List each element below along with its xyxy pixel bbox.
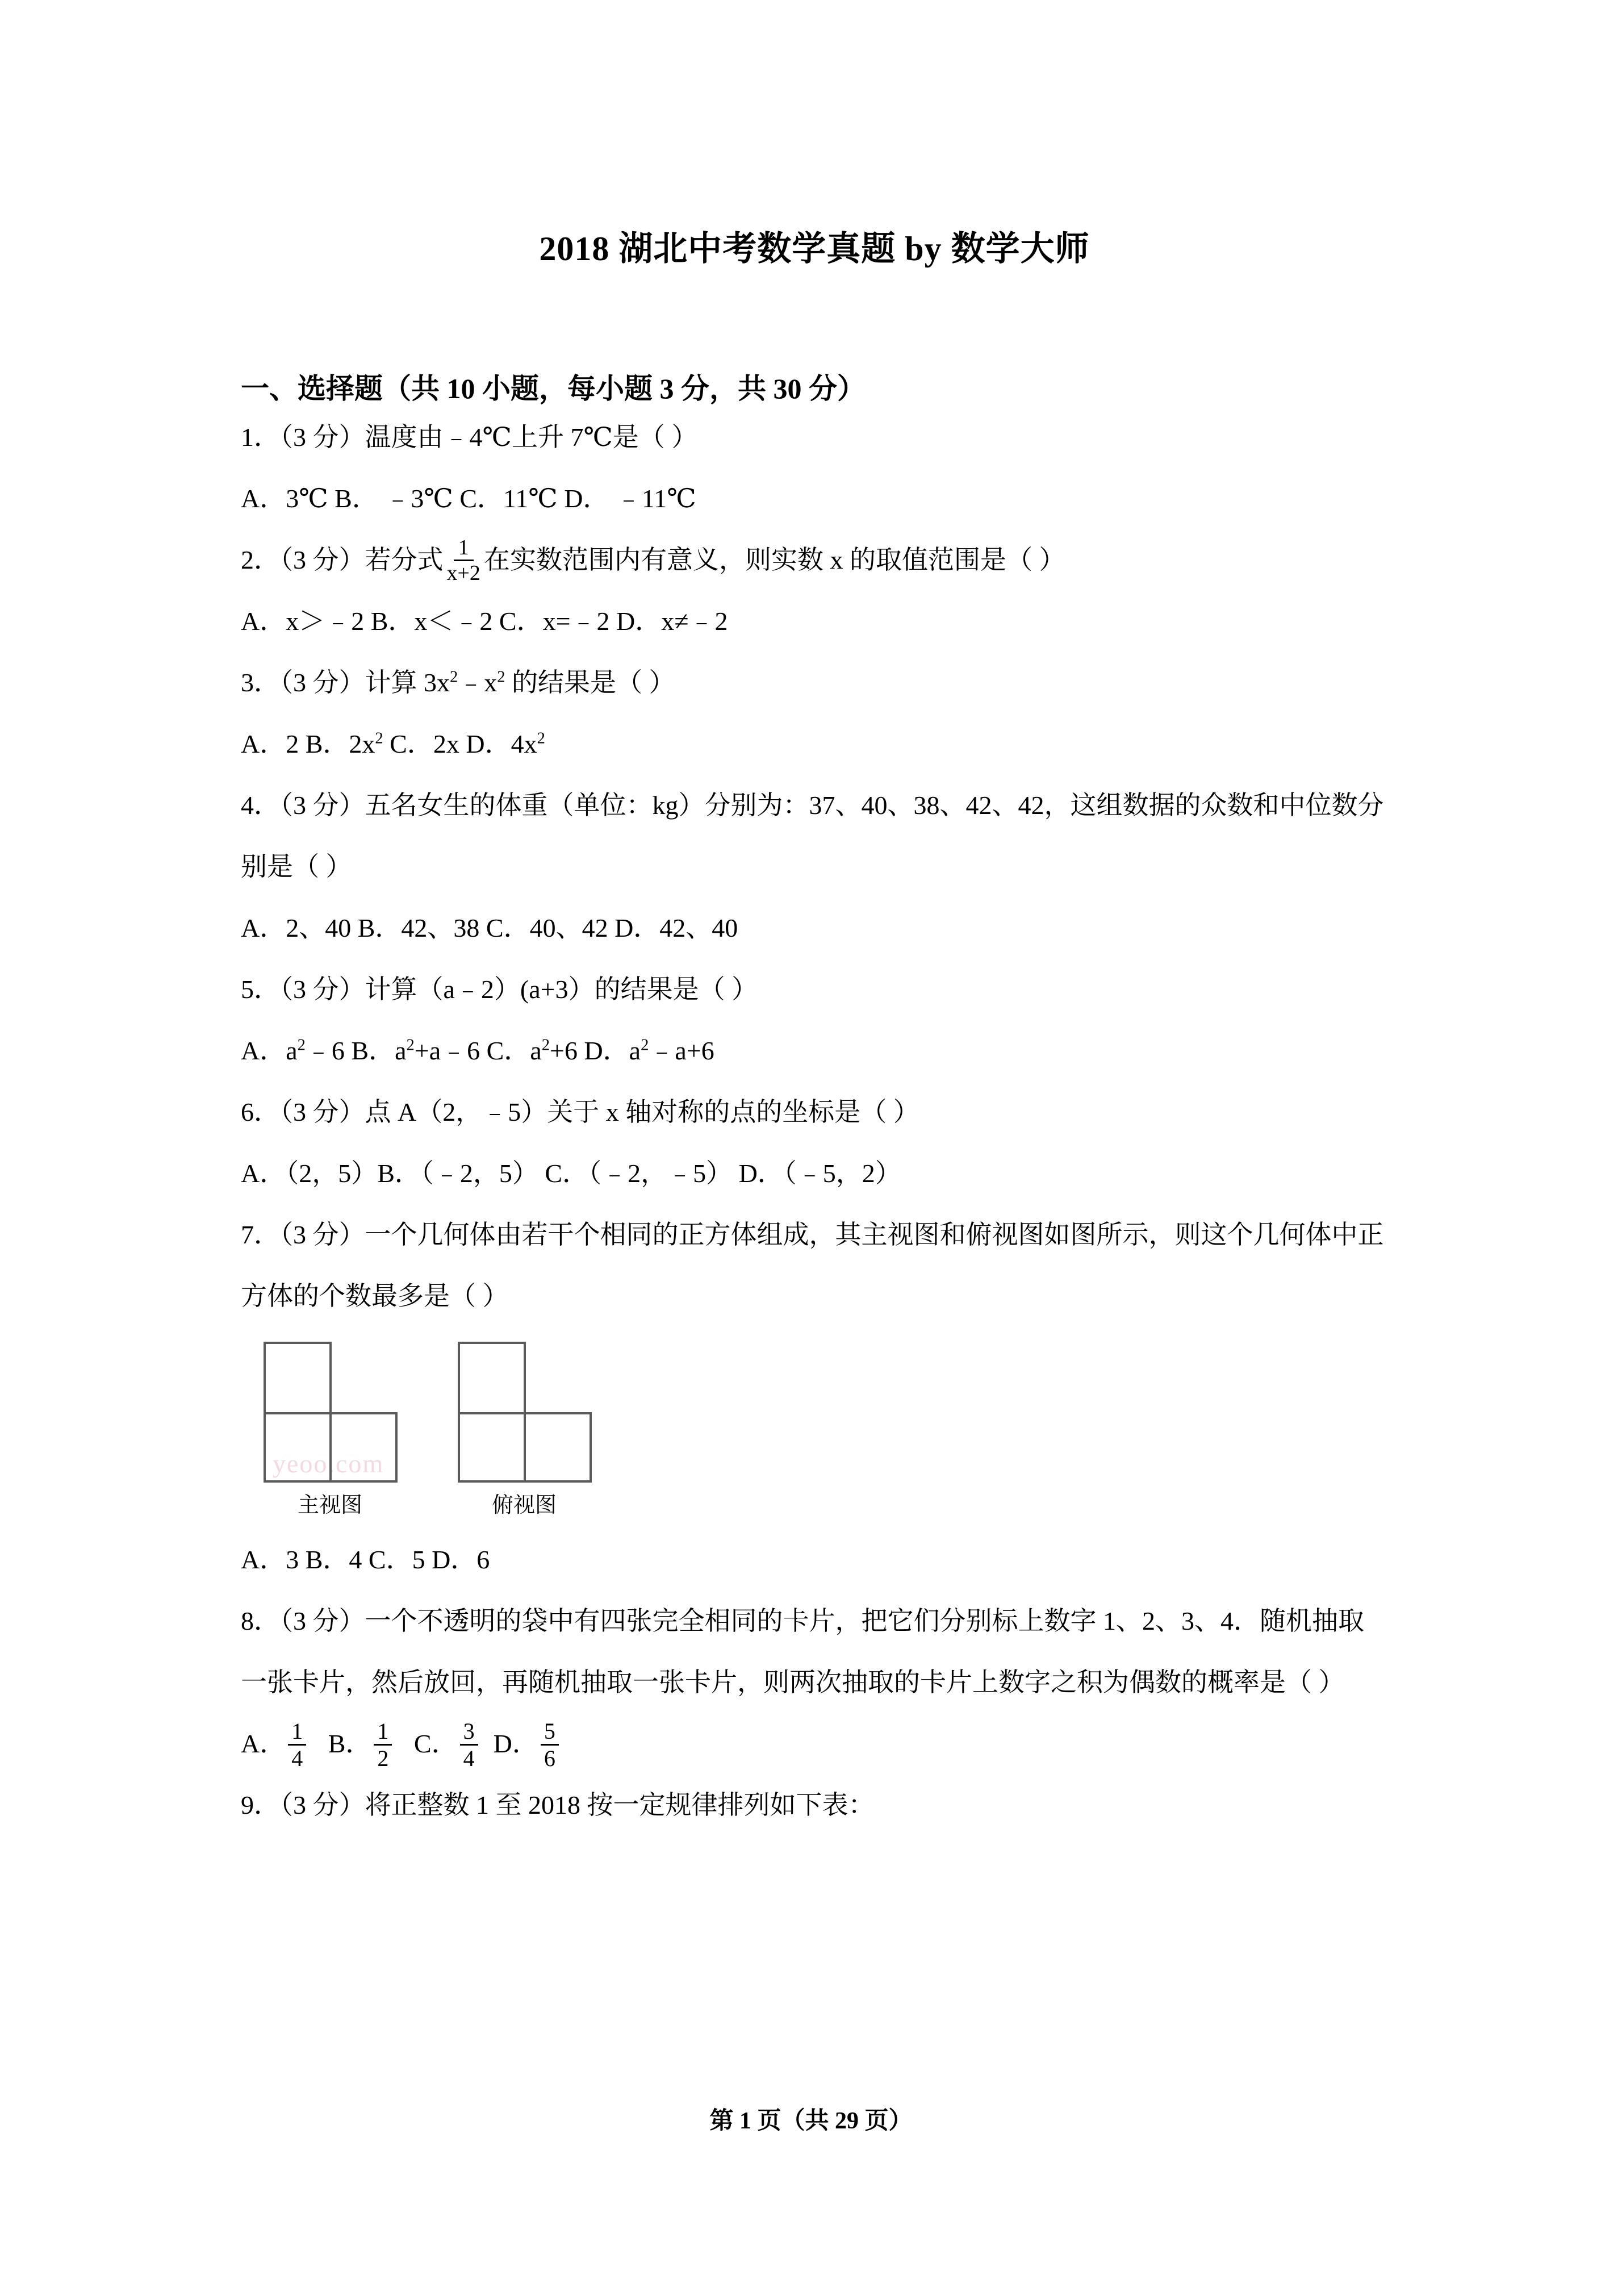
question-5-options xyxy=(241,1020,1388,1082)
question-5-option-part-e: ﹣a+6 xyxy=(649,1036,714,1065)
question-3-option-part-a: A．2 B．2x xyxy=(241,729,375,758)
question-8-stem: 8．（3 分）一个不透明的袋中有四张完全相同的卡片，把它们分别标上数字 1、2、3、4．随机抽取一张卡片，然后放回，再随机抽取一张卡片，则两次抽取的卡片上数字之积为偶数的概率是（ ） xyxy=(241,1606,1364,1697)
question-7-options: A．3 B．4 C．5 D．6 xyxy=(241,1545,490,1574)
question-3-stem-part-b: ﹣x xyxy=(458,668,498,697)
main-view-diagram xyxy=(264,1342,396,1518)
fraction-denominator: 4 xyxy=(463,1746,475,1772)
main-view-label: 主视图 xyxy=(297,1493,362,1517)
question-8-option-c xyxy=(413,1718,480,1772)
question-5-stem: 5．（3 分）计算（a﹣2）(a+3）的结果是（ ） xyxy=(241,975,758,1004)
fraction-numerator: 5 xyxy=(541,1719,559,1746)
square-cell xyxy=(264,1412,332,1483)
fraction xyxy=(374,1719,392,1771)
question-5-option-part-c: +a﹣6 C．a xyxy=(414,1036,542,1065)
page-content xyxy=(241,0,1388,1836)
top-view-shape xyxy=(458,1342,591,1481)
option-letter: A． xyxy=(241,1729,286,1758)
square-cell xyxy=(264,1342,332,1414)
question-7-stem: 7．（3 分）一个几何体由若干个相同的正方体组成，其主视图和俯视图如图所示，则这个几何体中正方体的个数最多是（ ） xyxy=(241,1220,1384,1310)
question-1-options: A．3℃ B． ﹣3℃ C．11℃ D． ﹣11℃ xyxy=(241,484,696,513)
question-3-options xyxy=(241,713,1388,775)
square-cell xyxy=(458,1412,526,1483)
question-6-stem: 6．（3 分）点 A（2，﹣5）关于 x 轴对称的点的坐标是（ ） xyxy=(241,1097,919,1126)
page-footer: 第 1 页（共 29 页） xyxy=(709,2108,913,2134)
square-cell xyxy=(458,1342,526,1414)
question-2-stem-after: 在实数范围内有意义，则实数 x 的取值范围是（ ） xyxy=(483,545,1065,574)
top-view-diagram xyxy=(458,1342,591,1518)
option-letter: C． xyxy=(413,1729,458,1758)
question-8-option-b xyxy=(328,1718,395,1772)
question-5-option-part-d: +6 D．a xyxy=(550,1036,641,1065)
exponent: 2 xyxy=(406,1036,415,1054)
watermark: yeoo.com xyxy=(273,1449,384,1478)
fraction-numerator: 1 xyxy=(374,1719,392,1746)
question-9-stem: 9．（3 分）将正整数 1 至 2018 按一定规律排列如下表： xyxy=(241,1790,875,1819)
question-2-options: A．x＞﹣2 B．x＜﹣2 C．x=﹣2 D．x≠﹣2 xyxy=(241,607,728,636)
question-4-options: A．2、40 B．42、38 C．40、42 D．42、40 xyxy=(241,913,738,942)
option-letter: D． xyxy=(493,1729,538,1758)
exponent: 2 xyxy=(375,729,383,748)
question-2-stem-before: 2．（3 分）若分式 xyxy=(241,545,444,574)
fraction xyxy=(288,1719,306,1771)
top-view-label: 俯视图 xyxy=(491,1493,557,1517)
fraction xyxy=(460,1719,478,1771)
exponent: 2 xyxy=(497,668,505,686)
question-3-stem-part-a: 3．（3 分）计算 3x xyxy=(241,668,450,697)
square-cell xyxy=(524,1412,592,1483)
fraction-numerator: 3 xyxy=(460,1719,478,1746)
square-cell xyxy=(329,1412,398,1483)
question-5-option-part-b: ﹣6 B．a xyxy=(305,1036,407,1065)
exponent: 2 xyxy=(641,1036,649,1054)
question-3-stem xyxy=(241,652,1388,713)
question-4-stem: 4．（3 分）五名女生的体重（单位：kg）分别为：37、40、38、42、42，这组数据的众数和中位数分别是（ ） xyxy=(241,791,1384,881)
fraction-denominator: 6 xyxy=(544,1746,555,1772)
fraction-denominator: 4 xyxy=(291,1746,303,1772)
fraction-1-over-x-plus-2 xyxy=(445,537,483,584)
fraction-numerator: 1 xyxy=(288,1719,306,1746)
exponent: 2 xyxy=(297,1036,306,1054)
exponent: 2 xyxy=(541,1036,550,1054)
question-1-stem: 1．（3 分）温度由﹣4℃上升 7℃是（ ） xyxy=(241,423,698,452)
question-3-option-part-b: C．2x D．4x xyxy=(383,729,537,758)
fraction xyxy=(541,1719,559,1771)
question-5-option-part-a: A．a xyxy=(241,1036,298,1065)
section-heading: 一、选择题（共 10 小题，每小题 3 分，共 30 分） xyxy=(241,373,866,404)
question-2-stem xyxy=(241,529,1388,591)
fraction-numerator: 1 xyxy=(454,537,474,561)
main-view-shape xyxy=(264,1342,396,1481)
question-8-option-d xyxy=(493,1718,561,1772)
page-title: 2018 湖北中考数学真题 by 数学大师 xyxy=(539,230,1090,268)
question-8-options xyxy=(241,1713,1388,1775)
exponent: 2 xyxy=(450,668,458,686)
question-7-figure xyxy=(246,1342,1388,1529)
exponent: 2 xyxy=(537,729,545,748)
question-8-option-a xyxy=(241,1718,308,1772)
fraction-denominator: 2 xyxy=(377,1746,389,1772)
fraction-denominator: x+2 xyxy=(446,561,480,585)
question-6-options: A．（2，5）B．（﹣2，5） C．（﹣2，﹣5） D．（﹣5，2） xyxy=(241,1159,901,1188)
question-3-stem-part-c: 的结果是（ ） xyxy=(505,668,675,697)
option-letter: B． xyxy=(328,1729,372,1758)
